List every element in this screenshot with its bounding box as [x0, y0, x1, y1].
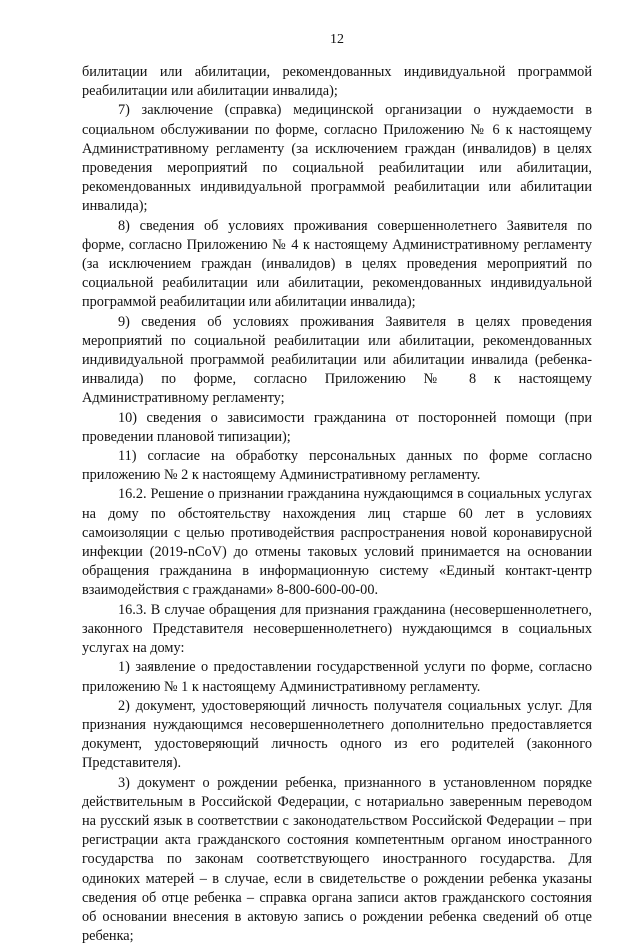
paragraph-continuation: билитации или абилитации, рекомендованных индивидуальной программой реабилитации или абилитации инвалида);: [82, 64, 592, 100]
paragraph-item-9: 9) сведения об условиях проживания Заявителя в целях проведения мероприятий по социальной реабилитации или абилитации, рекомендованных индивидуальной программой реабилитации или абилитации инвалида (ребенка-инвалида) по форме, согласно Приложению № 8 к настоящему Административному регламенту;: [82, 313, 592, 407]
page-number: 12: [330, 32, 344, 47]
paragraph-subitem-2: 2) документ, удостоверяющий личность получателя социальных услуг. Для признания нуждающимся несовершеннолетнего дополнительно предоставляется документ, удостоверяющий личность одного из его родителей (законного Представителя).: [82, 697, 592, 772]
paragraph-subitem-3: 3) документ о рождении ребенка, признанного в установленном порядке действительным в Российской Федерации, с нотариально заверенным переводом на русский язык в соответствии с законодательством Российской Федерации – при регистрации акта гражданского состояния компетентным органом иностранного государства по законам соответствующего иностранного государства. Для одиноких матерей – в случае, если в свидетельстве о рождении ребенка указаны сведения об отце ребенка – справка органа записи актов гражданского состояния об основании внесения в актовую запись о рождении ребенка сведений об отце ребенка;: [82, 774, 592, 945]
document-body: [82, 63, 592, 946]
paragraph-section-16-2: 16.2. Решение о признании гражданина нуждающимся в социальных услугах на дому по обстоятельству нахождения лиц старше 60 лет в условиях самоизоляции с целью противодействия распространения новой коронавирусной инфекции (2019-nCoV) до отмены таковых условий принимается на основании обращения гражданина в информационную систему «Единый контакт-центр взаимодействия с гражданами» 8-800-600-00-00.: [82, 486, 592, 599]
paragraph-section-16-3: 16.3. В случае обращения для признания гражданина (несовершеннолетнего, законного Представителя несовершеннолетнего) нуждающимся в социальных услугах на дому:: [82, 601, 592, 657]
paragraph-item-7: 7) заключение (справка) медицинской организации о нуждаемости в социальном обслуживании по форме, согласно Приложению № 6 к настоящему Административному регламенту (за исключением граждан (инвалидов) в целях проведения мероприятий по социальной реабилитации или абилитации, рекомендованных индивидуальной программой реабилитации или абилитации инвалида);: [82, 102, 592, 215]
paragraph-item-11: 11) согласие на обработку персональных данных по форме согласно приложению № 2 к настоящему Административному регламенту.: [82, 448, 592, 484]
paragraph-item-8: 8) сведения об условиях проживания совершеннолетнего Заявителя по форме, согласно Приложению № 4 к настоящему Административному регламенту (за исключением граждан (инвалидов) в целях проведения мероприятий по социальной реабилитации или абилитации, рекомендованных индивидуальной программой реабилитации или абилитации инвалида);: [82, 217, 592, 311]
paragraph-subitem-1: 1) заявление о предоставлении государственной услуги по форме, согласно приложению № 1 к настоящему Административному регламенту.: [82, 659, 592, 695]
paragraph-item-10: 10) сведения о зависимости гражданина от посторонней помощи (при проведении плановой типизации);: [82, 409, 592, 445]
